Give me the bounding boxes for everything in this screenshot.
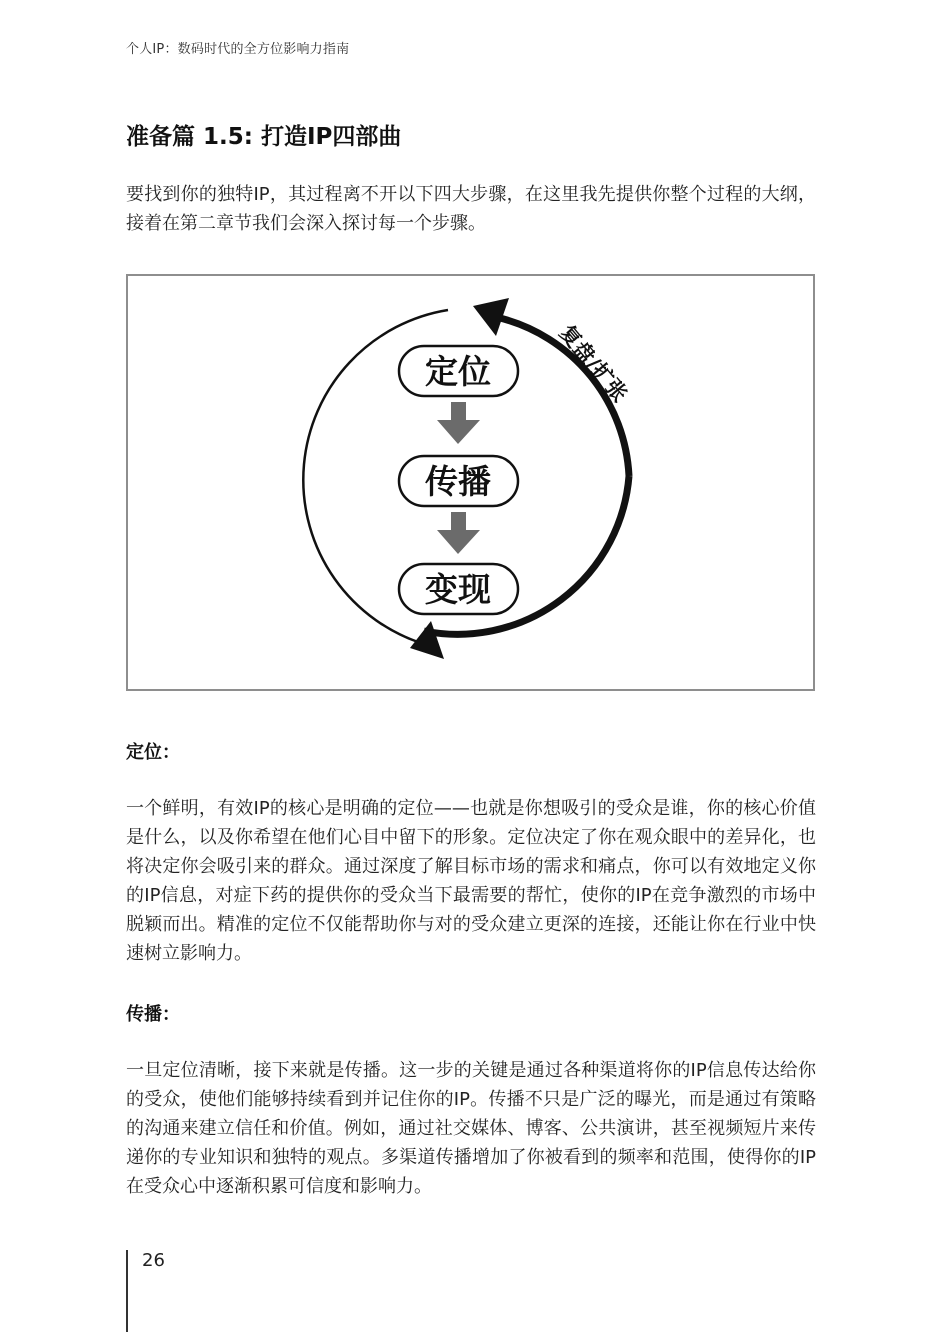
- positioning-heading: 定位：: [126, 742, 180, 763]
- section-title: 准备篇 1.5: 打造IP四部曲: [126, 124, 402, 150]
- running-header: 个人IP：数码时代的全方位影响力指南: [126, 42, 350, 57]
- spreading-paragraph: 一旦定位清晰，接下来就是传播。这一步的关键是通过各种渠道将你的IP信息传达给你的受众，使他们能够持续看到并记住你的IP。传播不只是广泛的曝光，而是通过有策略的沟通来建立信任和价值。例如，通过社交媒体、博客、公共演讲，甚至视频短片来传递你的专业知识和独特的观点。多渠道传播增加了你被看到的频率和范围，使得你的IP在受众心中逐渐积累可信度和影响力。: [126, 1060, 816, 1197]
- page-number: 26: [142, 1250, 165, 1271]
- step-label-dingwei: 定位: [425, 352, 491, 391]
- spreading-heading: 传播：: [126, 1004, 180, 1025]
- flow-arrow-1: [437, 402, 480, 444]
- footer-rule: [126, 1250, 128, 1332]
- intro-paragraph: 要找到你的独特IP，其过程离不开以下四大步骤，在这里我先提供你整个过程的大纲，接着在第二章节我们会深入探讨每一个步骤。: [126, 184, 816, 234]
- step-label-chuanbo: 传播: [425, 462, 491, 501]
- flow-arrow-2: [437, 512, 480, 554]
- step-label-bianxian: 变现: [425, 570, 491, 609]
- cycle-label: 复盘/扩张: [554, 320, 633, 407]
- cycle-diagram-svg: [128, 276, 813, 689]
- positioning-paragraph: 一个鲜明，有效IP的核心是明确的定位——也就是你想吸引的受众是谁，你的核心价值是什么，以及你希望在他们心目中留下的形象。定位决定了你在观众眼中的差异化，也将决定你会吸引来的群众。通过深度了解目标市场的需求和痛点，你可以有效地定义你的IP信息，对症下药的提供你的受众当下最需要的帮忙，使你的IP在竞争激烈的市场中脱颖而出。精准的定位不仅能帮助你与对的受众建立更深的连接，还能让你在行业中快速树立影响力。: [126, 798, 816, 964]
- four-steps-diagram: [126, 274, 815, 691]
